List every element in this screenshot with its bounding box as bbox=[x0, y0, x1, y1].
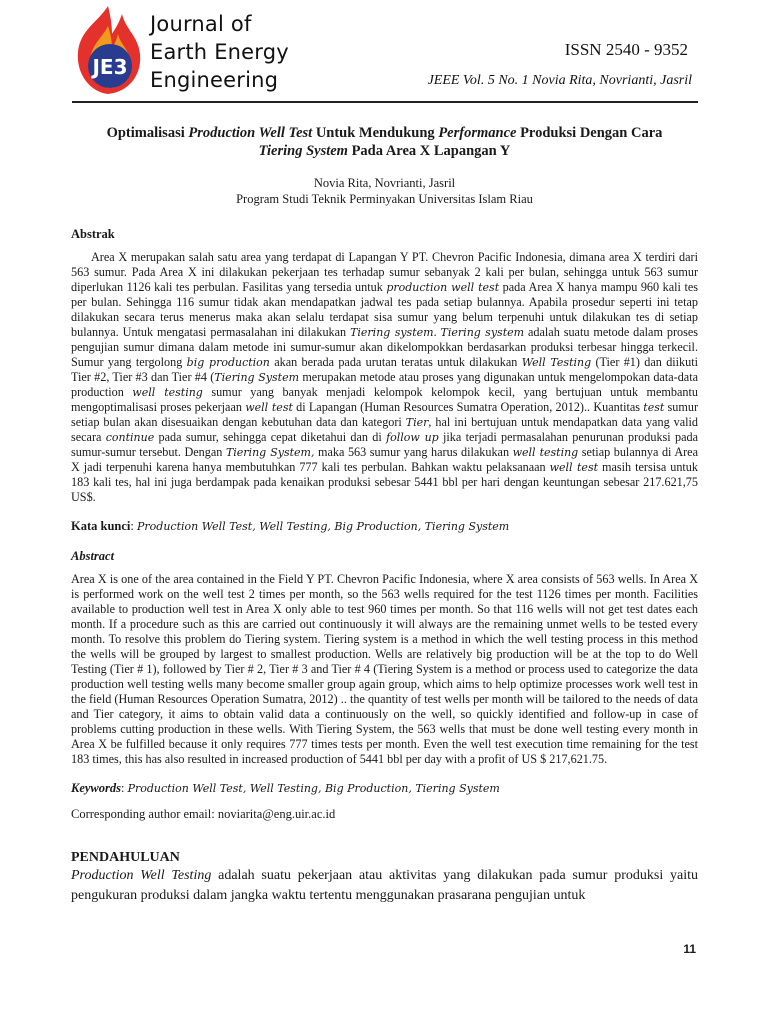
journal-name-line: Journal of bbox=[150, 12, 252, 36]
citation-line: JEEE Vol. 5 No. 1 Novia Rita, Novrianti, Jasril bbox=[427, 73, 692, 88]
abstrak-heading: Abstrak bbox=[71, 227, 115, 241]
author-block bbox=[71, 175, 698, 207]
journal-logo bbox=[68, 4, 148, 98]
corresponding-email: Corresponding author email: noviarita@eng.uir.ac.id bbox=[71, 807, 336, 821]
kata-kunci: Kata kunci: Production Well Test, Well Testing, Big Production, Tiering System bbox=[71, 519, 510, 533]
paper-title: Optimalisasi Production Well Test Untuk Mendukung Performance Produksi Dengan Cara Tiering System Pada Area X Lapangan Y bbox=[106, 125, 663, 159]
page-number: 11 bbox=[683, 942, 696, 956]
svg-text:JE3: JE3 bbox=[92, 55, 128, 79]
issn-label: ISSN 2540 - 9352 bbox=[564, 40, 688, 59]
abstract-text: Area X is one of the area contained in the Field Y PT. Chevron Pacific Indonesia, where X area consists of 563 wells. In Area X is performed work on the well test 2 times per month, so the 563 wells required for the test 1126 times per month. Facilities available to production well test in Area X only able to test 960 times per month. So that 116 wells will not get test dates each month. If a procedure such as this are carried out continuously it will always are the remaining unmet wells to be tested every month. To resolve this problem do Tiering system. Tiering system is a method in which the well testing process in this method the wells will be grouped by largest to smallest production. Wells are relatively big production will be at the top to do Well Testing (Tier # 1), followed by Tier # 2, Tier # 3 and Tier # 4 (Tiering System is a method or process used to categorize the data production well testing wells many become smaller group again group, which aims to help optimize processes work well test in the field (Human Resources Operation Sumatra, 2012) .. the quantity of test wells per month will be tailored to the needs of data and Tier category, it aims to obtain valid data a continuously on the well, so quickly identified and follow-up in case of problems cutting production in these wells. With Tiering System, the 563 wells that must be done well testing every month in Area X be fulfilled because it only requires 777 times tests per month. Even the well test execution time remaining for the test 183 times, this has also resulted in increased production of 5441 bbl per day with a profit of US $ 217,621.75. bbox=[71, 572, 698, 766]
paper-body bbox=[71, 124, 698, 906]
journal-name bbox=[150, 10, 289, 94]
author-names: Novia Rita, Novrianti, Jasril bbox=[313, 176, 456, 190]
affiliation: Program Studi Teknik Perminyakan Universitas Islam Riau bbox=[236, 192, 533, 206]
journal-name-line: Earth Energy bbox=[150, 40, 289, 64]
page-header bbox=[0, 0, 768, 110]
intro-heading: PENDAHULUAN bbox=[71, 850, 180, 865]
abstract-heading: Abstract bbox=[71, 549, 115, 563]
journal-name-line: Engineering bbox=[150, 68, 279, 92]
abstrak-text: Area X merupakan salah satu area yang terdapat di Lapangan Y PT. Chevron Pacific Indonesia, dimana area X terdiri dari 563 sumur. Pada Area X ini dilakukan pekerjaan tes terhadap sumur sebanyak 2 kali per bulan, sehingga untuk 563 sumur diperlukan 1126 kali tes perbulan. Fasilitas yang tersedia untuk production well test pada Area X hanya mampu 960 kali tes per bulan. Sehingga 116 sumur tidak akan mendapatkan jadwal tes pada setiap bulannya. Apabila prosedur seperti ini tetap dilakukan secara terus menerus maka akan selalu terdapat sisa sumur yang belum terpenuhi untuk dilakukan tes di setiap bulannya. Untuk mengatasi permasalahan ini dilakukan Tiering system. Tiering system adalah suatu metode dalam proses pengujian sumur dimana dalam metode ini sumur-sumur akan dikelompokkan berdasarkan produksi terbesar hingga terkecil. Sumur yang tergolong big production akan berada pada urutan teratas untuk dilakukan Well Testing (Tier #1) dan diikuti Tier #2, Tier #3 dan Tier #4 (Tiering System merupakan metode atau proses yang digunakan untuk mengelompokan data-data production well testing sumur yang banyak menjadi kelompok kelompok kecil, yang bertujuan untuk membantu mengoptimalisasi proses pekerjaan well test di Lapangan (Human Resources Sumatra Operation, 2012).. Kuantitas test sumur setiap bulan akan disesuaikan dengan kebutuhan data dan kategori Tier, hal ini bertujuan untuk mendapatkan data yang valid secara continue pada sumur, sehingga cepat diketahui dan di follow up jika terjadi permasalahan penurunan produksi pada sumur-sumur tersebut. Dengan Tiering System, maka 563 sumur yang harus dilakukan well testing setiap bulannya di Area X jadi terpenuhi karena hanya membutuhkan 777 kali tes perbulan. Bahkan waktu pelaksanaan well test masih tersisa untuk 183 kali tes, hal ini juga berdampak pada kenaikan produksi sebesar 5441 bbl per hari dengan keuntungan sebesar 217.621,75 US$. bbox=[71, 250, 699, 504]
intro-text: Production Well Testing adalah suatu pekerjaan atau aktivitas yang dilakukan pada sumur produksi yaitu pengukuran produksi dalam jangka waktu tertentu menggunakan prasarana pengujian untuk bbox=[71, 868, 698, 903]
header-divider bbox=[72, 101, 698, 103]
keywords: Keywords: Production Well Test, Well Testing, Big Production, Tiering System bbox=[71, 781, 500, 795]
flame-logo-icon bbox=[68, 4, 148, 98]
